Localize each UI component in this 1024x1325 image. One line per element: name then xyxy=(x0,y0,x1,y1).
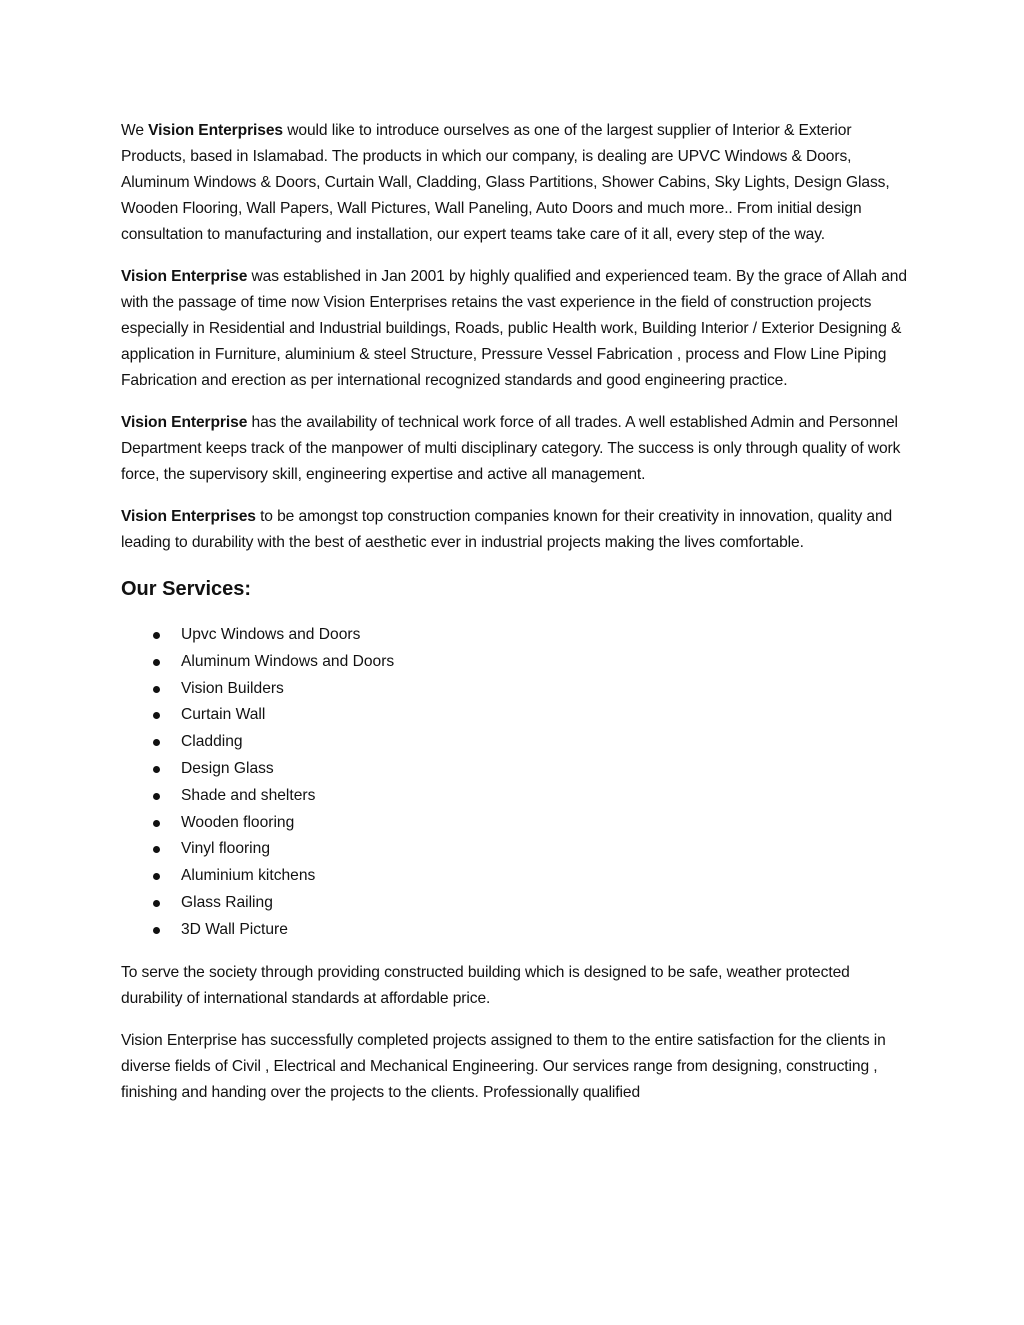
bullet-icon xyxy=(153,820,160,827)
company-name-bold: Vision Enterprises xyxy=(148,122,283,139)
service-label: Design Glass xyxy=(181,759,274,777)
bullet-icon xyxy=(153,659,160,666)
company-name-bold: Vision Enterprise xyxy=(121,414,248,431)
service-label: Aluminium kitchens xyxy=(181,867,316,885)
list-item xyxy=(121,836,911,863)
service-label: Wooden flooring xyxy=(181,813,295,831)
list-item xyxy=(121,917,911,944)
bullet-icon xyxy=(153,846,160,853)
list-item xyxy=(121,863,911,890)
service-label: Aluminum Windows and Doors xyxy=(181,652,395,670)
bullet-icon xyxy=(153,739,160,746)
vision-text: to be amongst top construction companies known for their creativity in innovation, quality and leading to durability with the best of aesthetic ever in industrial projects making the lives comfortable. xyxy=(121,508,893,551)
history-paragraph xyxy=(121,264,911,394)
service-label: Glass Railing xyxy=(181,893,273,911)
service-label: Upvc Windows and Doors xyxy=(181,626,361,643)
workforce-paragraph xyxy=(121,410,911,488)
bullet-icon xyxy=(153,766,160,773)
bullet-icon xyxy=(153,686,160,693)
list-item xyxy=(121,676,911,703)
service-label: Shade and shelters xyxy=(181,786,316,804)
service-label: Curtain Wall xyxy=(181,706,266,724)
intro-lead: We xyxy=(121,122,149,139)
list-item xyxy=(121,783,911,810)
list-item xyxy=(121,810,911,837)
history-text: was established in Jan 2001 by highly qualified and experienced team. By the grace of Allah and with the passage of time now Vision Enterprises retains the vast experience in the field of construction projects especially in Residential and Industrial buildings, Roads, public Health work, Building Interior / Exterior Designing & application in Furniture, aluminium & steel Structure, Pressure Vessel Fabrication , process and Flow Line Piping Fabrication and erection as per international recognized standards and good engineering practice. xyxy=(121,268,907,389)
bullet-icon xyxy=(153,712,160,719)
services-list xyxy=(121,622,911,944)
service-label: Cladding xyxy=(181,733,243,751)
mission-paragraph: To serve the society through providing constructed building which is designed to be safe, weather protected durability of international standards at affordable price. xyxy=(121,963,850,1007)
company-name-bold: Vision Enterprises xyxy=(121,508,256,525)
intro-text: would like to introduce ourselves as one of the largest supplier of Interior & Exterior Products, based in Islamabad. The products in which our company, is dealing are UPVC Windows & Doors, Aluminum Windows & Doors, Curtain Wall, Cladding, Glass Partitions, Shower Cabins, Sky Lights, Design Glass, Wooden Flooring, Wall Papers, Wall Pictures, Wall Paneling, Auto Doors and much more.. From initial design consultation to manufacturing and installation, our expert teams take care of it all, every step of the way. xyxy=(121,122,890,243)
list-item xyxy=(121,702,911,729)
bullet-icon xyxy=(153,873,160,880)
service-label: Vinyl flooring xyxy=(181,840,270,858)
service-label: Vision Builders xyxy=(181,679,284,697)
list-item xyxy=(121,890,911,917)
services-heading: Our Services: xyxy=(121,578,252,600)
bullet-icon xyxy=(153,900,160,907)
projects-paragraph: Vision Enterprise has successfully completed projects assigned to them to the entire satisfaction for the clients in diverse fields of Civil , Electrical and Mechanical Engineering. Our services range from designing, constructing , finishing and handing over the projects to the clients. Professionally qualified xyxy=(121,1031,886,1101)
workforce-text: has the availability of technical work force of all trades. A well established Admin and Personnel Department keeps track of the manpower of multi disciplinary category. The success is only through quality of work force, the supervisory skill, engineering expertise and active all management. xyxy=(121,414,901,483)
list-item xyxy=(121,729,911,756)
document-body xyxy=(121,118,911,1122)
list-item xyxy=(121,622,911,649)
vision-paragraph xyxy=(121,504,911,556)
service-label: 3D Wall Picture xyxy=(181,920,288,938)
company-name-bold: Vision Enterprise xyxy=(121,268,248,285)
bullet-icon xyxy=(153,632,160,639)
bullet-icon xyxy=(153,927,160,934)
list-item xyxy=(121,649,911,676)
list-item xyxy=(121,756,911,783)
bullet-icon xyxy=(153,793,160,800)
intro-paragraph xyxy=(121,118,911,248)
